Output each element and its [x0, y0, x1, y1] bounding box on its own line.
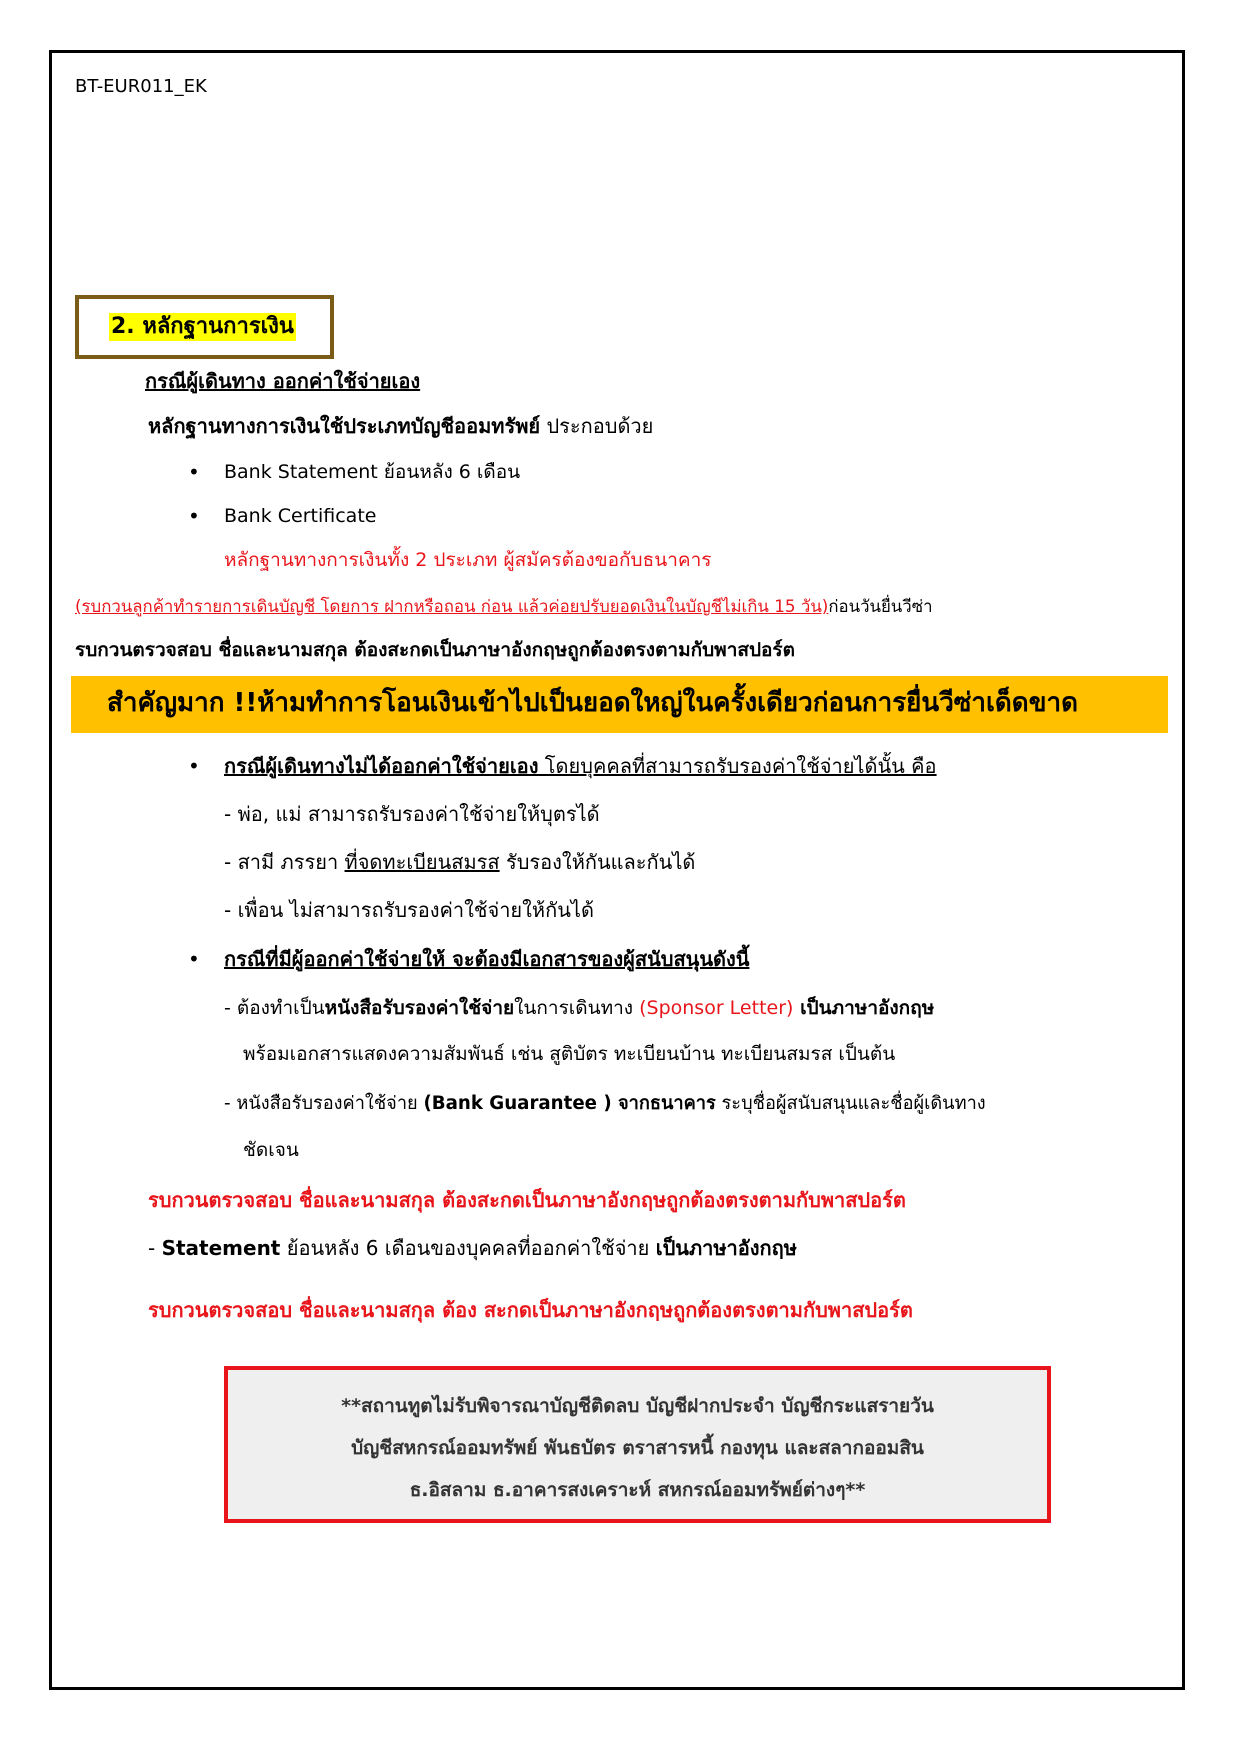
self-pay-intro-rest: ประกอบด้วย [540, 414, 654, 438]
sponsor-letter-b: หนังสือรับรองค่าใช้จ่าย [324, 997, 515, 1019]
spouse-line-underlined: ที่จดทะเบียนสมรส [344, 850, 500, 874]
list-item: Bank Statement ย้อนหลัง 6 เดือน [224, 461, 521, 483]
statement-c: ย้อนหลัง 6 เดือนของบุคคลที่ออกค่าใช้จ่าย [280, 1236, 656, 1260]
parents-line: - พ่อ, แม่ สามารถรับรองค่าใช้จ่ายให้บุตรได้ [224, 802, 600, 826]
embassy-note-box [224, 1366, 1051, 1523]
bullet-icon: • [188, 460, 200, 484]
relationship-docs-line: พร้อมเอกสารแสดงความสัมพันธ์ เช่น สูติบัตร ทะเบียนบ้าน ทะเบียนสมรส เป็นต้น [243, 1043, 896, 1065]
sponsor-name-check-2: รบกวนตรวจสอบ ชื่อและนามสกุล ต้อง สะกดเป็นภาษาอังกฤษถูกต้องตรงตามกับพาสปอร์ต [148, 1298, 913, 1322]
self-pay-intro-bold: หลักฐานทางการเงินใช้ประเภทบัญชีออมทรัพย์ [148, 414, 541, 438]
not-self-pay-heading [224, 752, 937, 780]
sponsor-name-check-1: รบกวนตรวจสอบ ชื่อและนามสกุล ต้องสะกดเป็นภาษาอังกฤษถูกต้องตรงตามกับพาสปอร์ต [148, 1188, 906, 1212]
sponsor-letter-a: - ต้องทำเป็น [224, 997, 325, 1019]
request-red-text: (รบกวนลูกค้าทำรายการเดินบัญชี โดยการ ฝากหรือถอน ก่อน แล้วค่อยปรับยอดเงินในบัญชีไม่เกิน 15 วัน) [75, 596, 829, 616]
section-title-box [75, 295, 334, 359]
sponsor-letter-d: (Sponsor Letter) [639, 997, 794, 1019]
spouse-line [224, 848, 695, 876]
statement-a: - [148, 1236, 162, 1260]
self-pay-intro [148, 412, 653, 440]
note-line: **สถานทูตไม่รับพิจารณาบัญชีติดลบ บัญชีฝากประจำ บัญชีกระแสรายวัน [341, 1395, 934, 1417]
list-item: Bank Certificate [224, 505, 377, 527]
statement-b: Statement [161, 1236, 281, 1260]
bullet-icon: • [188, 754, 200, 778]
warning-banner [71, 676, 1168, 733]
not-self-pay-heading-bold: กรณีผู้เดินทางไม่ได้ออกค่าใช้จ่ายเอง [224, 754, 539, 778]
bank-guarantee-line-2: ชัดเจน [243, 1139, 299, 1161]
sponsor-letter-e: เป็นภาษาอังกฤษ [793, 997, 935, 1019]
spouse-line-post: รับรองให้กันและกันได้ [499, 850, 696, 874]
request-tail: ก่อนวันยื่นวีซ่า [828, 596, 933, 616]
self-pay-red-note: หลักฐานทางการเงินทั้ง 2 ประเภท ผู้สมัครต้องขอกับธนาคาร [224, 549, 712, 571]
name-check-note: รบกวนตรวจสอบ ชื่อและนามสกุล ต้องสะกดเป็นภาษาอังกฤษถูกต้องตรงตามกับพาสปอร์ต [75, 639, 795, 661]
sponsor-letter-line [224, 994, 934, 1022]
self-pay-heading: กรณีผู้เดินทาง ออกค่าใช้จ่ายเอง [145, 369, 421, 393]
note-line: ธ.อิสลาม ธ.อาคารสงเคราะห์ สหกรณ์ออมทรัพย์ต่างๆ** [409, 1479, 866, 1501]
request-line [75, 592, 933, 620]
bank-guarantee-line [224, 1090, 986, 1118]
bank-guarantee-c: ระบุชื่อผู้สนับสนุนและชื่อผู้เดินทาง [715, 1093, 986, 1114]
not-self-pay-heading-rest: โดยบุคคลที่สามารถรับรองค่าใช้จ่ายได้นั้น คือ [538, 754, 937, 778]
statement-line [148, 1234, 797, 1262]
sponsor-heading: กรณีที่มีผู้ออกค่าใช้จ่ายให้ จะต้องมีเอกสารของผู้สนับสนุนดังนี้ [224, 947, 750, 971]
bank-guarantee-b: (Bank Guarantee ) จากธนาคาร [423, 1093, 716, 1114]
section-title: 2. หลักฐานการเงิน [111, 314, 294, 339]
bank-guarantee-a: - หนังสือรับรองค่าใช้จ่าย [224, 1093, 424, 1114]
spouse-line-pre: - สามี ภรรยา [224, 850, 345, 874]
warning-text: สำคัญมาก !!ห้ามทำการโอนเงินเข้าไปเป็นยอดใหญ่ในครั้งเดียวก่อนการยื่นวีซ่าเด็ดขาด [107, 688, 1078, 718]
note-line: บัญชีสหกรณ์ออมทรัพย์ พันธบัตร ตราสารหนี้ กองทุน และสลากออมสิน [351, 1437, 924, 1459]
statement-d: เป็นภาษาอังกฤษ [655, 1236, 797, 1260]
bullet-icon: • [188, 947, 200, 971]
sponsor-letter-c: ในการเดินทาง [514, 997, 640, 1019]
friend-line: - เพื่อน ไม่สามารถรับรองค่าใช้จ่ายให้กันได้ [224, 898, 594, 922]
document-code: BT-EUR011_EK [75, 76, 207, 97]
bullet-icon: • [188, 504, 200, 528]
